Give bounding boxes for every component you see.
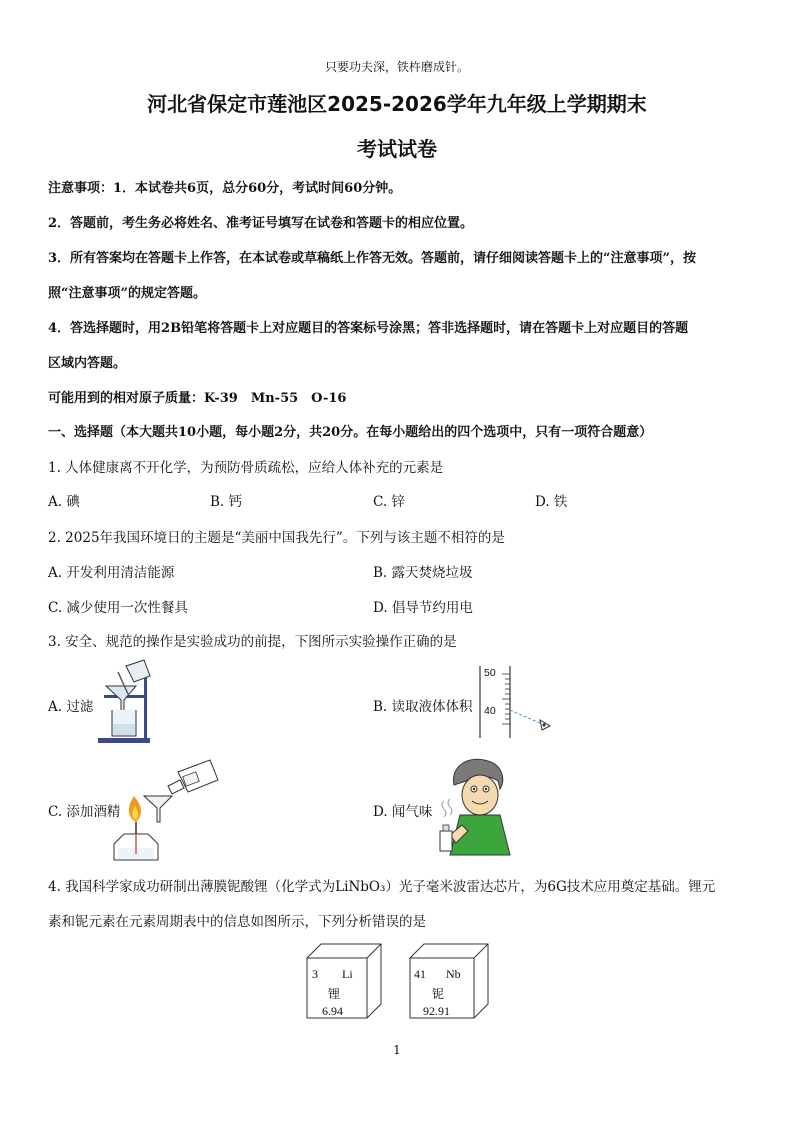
q1-option-b: B. 钙 xyxy=(210,494,243,510)
q3-option-c: C. 添加酒精 xyxy=(48,804,121,820)
li-symbol: Li xyxy=(342,967,353,981)
section-heading: 一、选择题（本大题共10小题，每小题2分，共20分。在每小题给出的四个选项中，只有一项符合题意） xyxy=(48,425,653,440)
q2-option-c: C. 减少使用一次性餐具 xyxy=(48,600,188,616)
filtration-figure xyxy=(96,658,176,748)
q1-option-c: C. 锌 xyxy=(373,494,405,510)
q1-stem: 1. 人体健康离不开化学，为预防骨质疏松，应给人体补充的元素是 xyxy=(48,460,444,476)
nb-atomic-number: 41 xyxy=(414,967,426,981)
q4-stem-line2: 素和铌元素在元素周期表中的信息如图所示，下列分析错误的是 xyxy=(48,914,426,930)
nb-mass: 92.91 xyxy=(423,1004,450,1018)
cylinder-label-50: 50 xyxy=(484,667,496,679)
note-4-line2: 区域内答题。 xyxy=(48,356,127,371)
q3-option-a: A. 过滤 xyxy=(48,699,94,715)
li-atomic-number: 3 xyxy=(312,967,318,981)
q2-stem: 2. 2025年我国环境日的主题是“美丽中国我先行”。下列与该主题不相符的是 xyxy=(48,530,505,546)
atomic-masses: 可能用到的相对原子质量：K-39 Mn-55 O-16 xyxy=(48,391,347,406)
alcohol-lamp-figure xyxy=(118,756,223,866)
note-2: 2．答题前，考生务必将姓名、准考证号填写在试卷和答题卡的相应位置。 xyxy=(48,216,474,231)
nb-name: 铌 xyxy=(432,987,445,1001)
page-number: 1 xyxy=(393,1043,401,1057)
exam-subtitle: 考试试卷 xyxy=(357,137,437,161)
li-mass: 6.94 xyxy=(322,1004,343,1018)
element-cell-li xyxy=(305,942,383,1022)
q1-option-d: D. 铁 xyxy=(535,494,568,510)
page-motto: 只要功夫深，铁杵磨成针。 xyxy=(324,60,469,74)
exam-title: 河北省保定市莲池区2025-2026学年九年级上学期期末 xyxy=(147,92,647,116)
q1-option-a: A. 碘 xyxy=(48,494,80,510)
note-3-line1: 3．所有答案均在答题卡上作答，在本试卷或草稿纸上作答无效。答题前，请仔细阅读答题卡上的“注意事项”，按 xyxy=(48,251,697,266)
q3-option-b: B. 读取液体体积 xyxy=(373,699,473,715)
q2-option-d: D. 倡导节约用电 xyxy=(373,600,473,616)
note-1: 注意事项：1．本试卷共6页，总分60分，考试时间60分钟。 xyxy=(48,181,402,196)
nb-symbol: Nb xyxy=(446,967,461,981)
q4-stem-line1: 4. 我国科学家成功研制出薄膜铌酸锂（化学式为LiNbO₃）光子毫米波雷达芯片，为6G技术应用奠定基础。锂元 xyxy=(48,879,716,895)
smelling-figure xyxy=(440,755,520,860)
q3-option-d: D. 闻气味 xyxy=(373,804,433,820)
q2-option-b: B. 露天焚烧垃圾 xyxy=(373,565,473,581)
note-4-line1: 4．答选择题时，用2B铅笔将答题卡上对应题目的答案标号涂黑；答非选择题时，请在答题卡上对应题目的答题 xyxy=(48,321,689,336)
cylinder-label-40: 40 xyxy=(484,705,496,717)
q2-option-a: A. 开发利用清洁能源 xyxy=(48,565,175,581)
note-3-line2: 照“注意事项”的规定答题。 xyxy=(48,286,206,301)
q3-stem: 3. 安全、规范的操作是实验成功的前提，下图所示实验操作正确的是 xyxy=(48,634,457,650)
li-name: 锂 xyxy=(328,987,341,1001)
